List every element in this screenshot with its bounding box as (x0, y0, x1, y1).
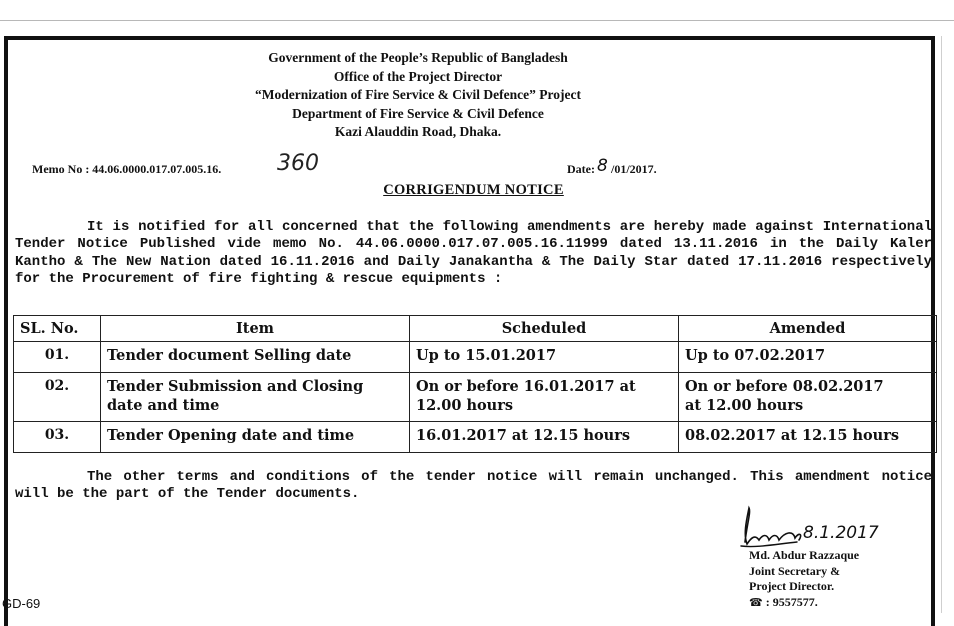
handwritten-signature (737, 504, 912, 552)
notice-title: CORRIGENDUM NOTICE (383, 182, 564, 198)
cell-amended: Up to 07.02.2017 (679, 342, 937, 373)
header-sl: SL. No. (14, 316, 101, 342)
signature-underline (741, 542, 797, 547)
cell-scheduled: 16.01.2017 at 12.15 hours (410, 422, 679, 453)
letterhead (0, 49, 836, 142)
intro-text: It is notified for all concerned that the following amendments are hereby made against International Tender Notice Published vide memo No. 44.06.0000.017.07.005.16.11999 dated 13.11.2016 in the Daily Kaler Kantho & The New Nation dated 16.11.2016 and Daily Janakantha & The Daily Star dated 17.11.2016 respectively for the Procurement of fire fighting & rescue equipments : (15, 219, 932, 287)
right-edge-divider (941, 36, 954, 613)
date-handwritten-day: 8 (597, 156, 608, 176)
date-label: Date: (567, 162, 595, 176)
table-row (14, 342, 937, 373)
table-row (14, 373, 937, 422)
cell-amended-line-1: On or before 08.02.2017 (685, 378, 884, 395)
date-rest: /01/2017. (611, 162, 657, 176)
closing-text: The other terms and conditions of the tender notice will remain unchanged. This amendment notice will be the part of the Tender documents. (15, 469, 932, 503)
signatory-block (749, 548, 859, 610)
letterhead-line-4: Department of Fire Service & Civil Defence (292, 105, 544, 121)
letterhead-line-5: Kazi Alauddin Road, Dhaka. (334, 124, 502, 139)
cell-scheduled-line-2: 12.00 hours (416, 397, 514, 414)
table-row (14, 422, 937, 453)
memo-handwritten-number: 360 (277, 151, 319, 176)
signatory-phone-line (749, 595, 859, 611)
cell-item-line-1: Tender Submission and Closing (107, 378, 364, 395)
memo-number-label: Memo No : 44.06.0000.017.07.005.16. (32, 162, 222, 176)
signatory-title-2: Project Director. (749, 579, 835, 593)
closing-paragraph (15, 469, 932, 504)
cell-scheduled: Up to 15.01.2017 (410, 342, 679, 373)
top-bar (0, 0, 954, 21)
cell-sl: 01. (14, 342, 101, 373)
signature-date: 8.1.2017 (803, 523, 879, 543)
amendment-table (13, 315, 937, 453)
cell-item: Tender document Selling date (101, 342, 410, 373)
table-header-row (14, 316, 937, 342)
signatory-title-1: Joint Secretary & (749, 563, 841, 578)
cell-item (101, 373, 410, 422)
header-scheduled: Scheduled (410, 316, 679, 342)
signatory-name: Md. Abdur Razzaque (749, 548, 860, 562)
cell-scheduled-line-1: On or before 16.01.2017 at (416, 378, 636, 395)
signature-stroke (745, 508, 801, 544)
header-amended: Amended (679, 316, 937, 342)
letterhead-line-3: “Modernization of Fire Service & Civil Defence” Project (254, 87, 581, 102)
telephone-icon: ☎ (749, 595, 763, 609)
cell-scheduled (410, 373, 679, 422)
intro-paragraph (15, 219, 932, 288)
cell-sl: 02. (14, 373, 101, 422)
footer-code: GD-69 (2, 596, 41, 611)
cell-amended: 08.02.2017 at 12.15 hours (679, 422, 937, 453)
cell-item-line-2: date and time (107, 397, 220, 414)
cell-amended-line-2: at 12.00 hours (685, 397, 804, 414)
letterhead-line-2: Office of the Project Director (333, 68, 503, 84)
cell-sl: 03. (14, 422, 101, 453)
header-item: Item (101, 316, 410, 342)
signatory-phone: : 9557577. (765, 594, 818, 609)
cell-amended (679, 373, 937, 422)
cell-item: Tender Opening date and time (101, 422, 410, 453)
letterhead-line-1: Government of the People’s Republic of Bangladesh (268, 50, 568, 65)
